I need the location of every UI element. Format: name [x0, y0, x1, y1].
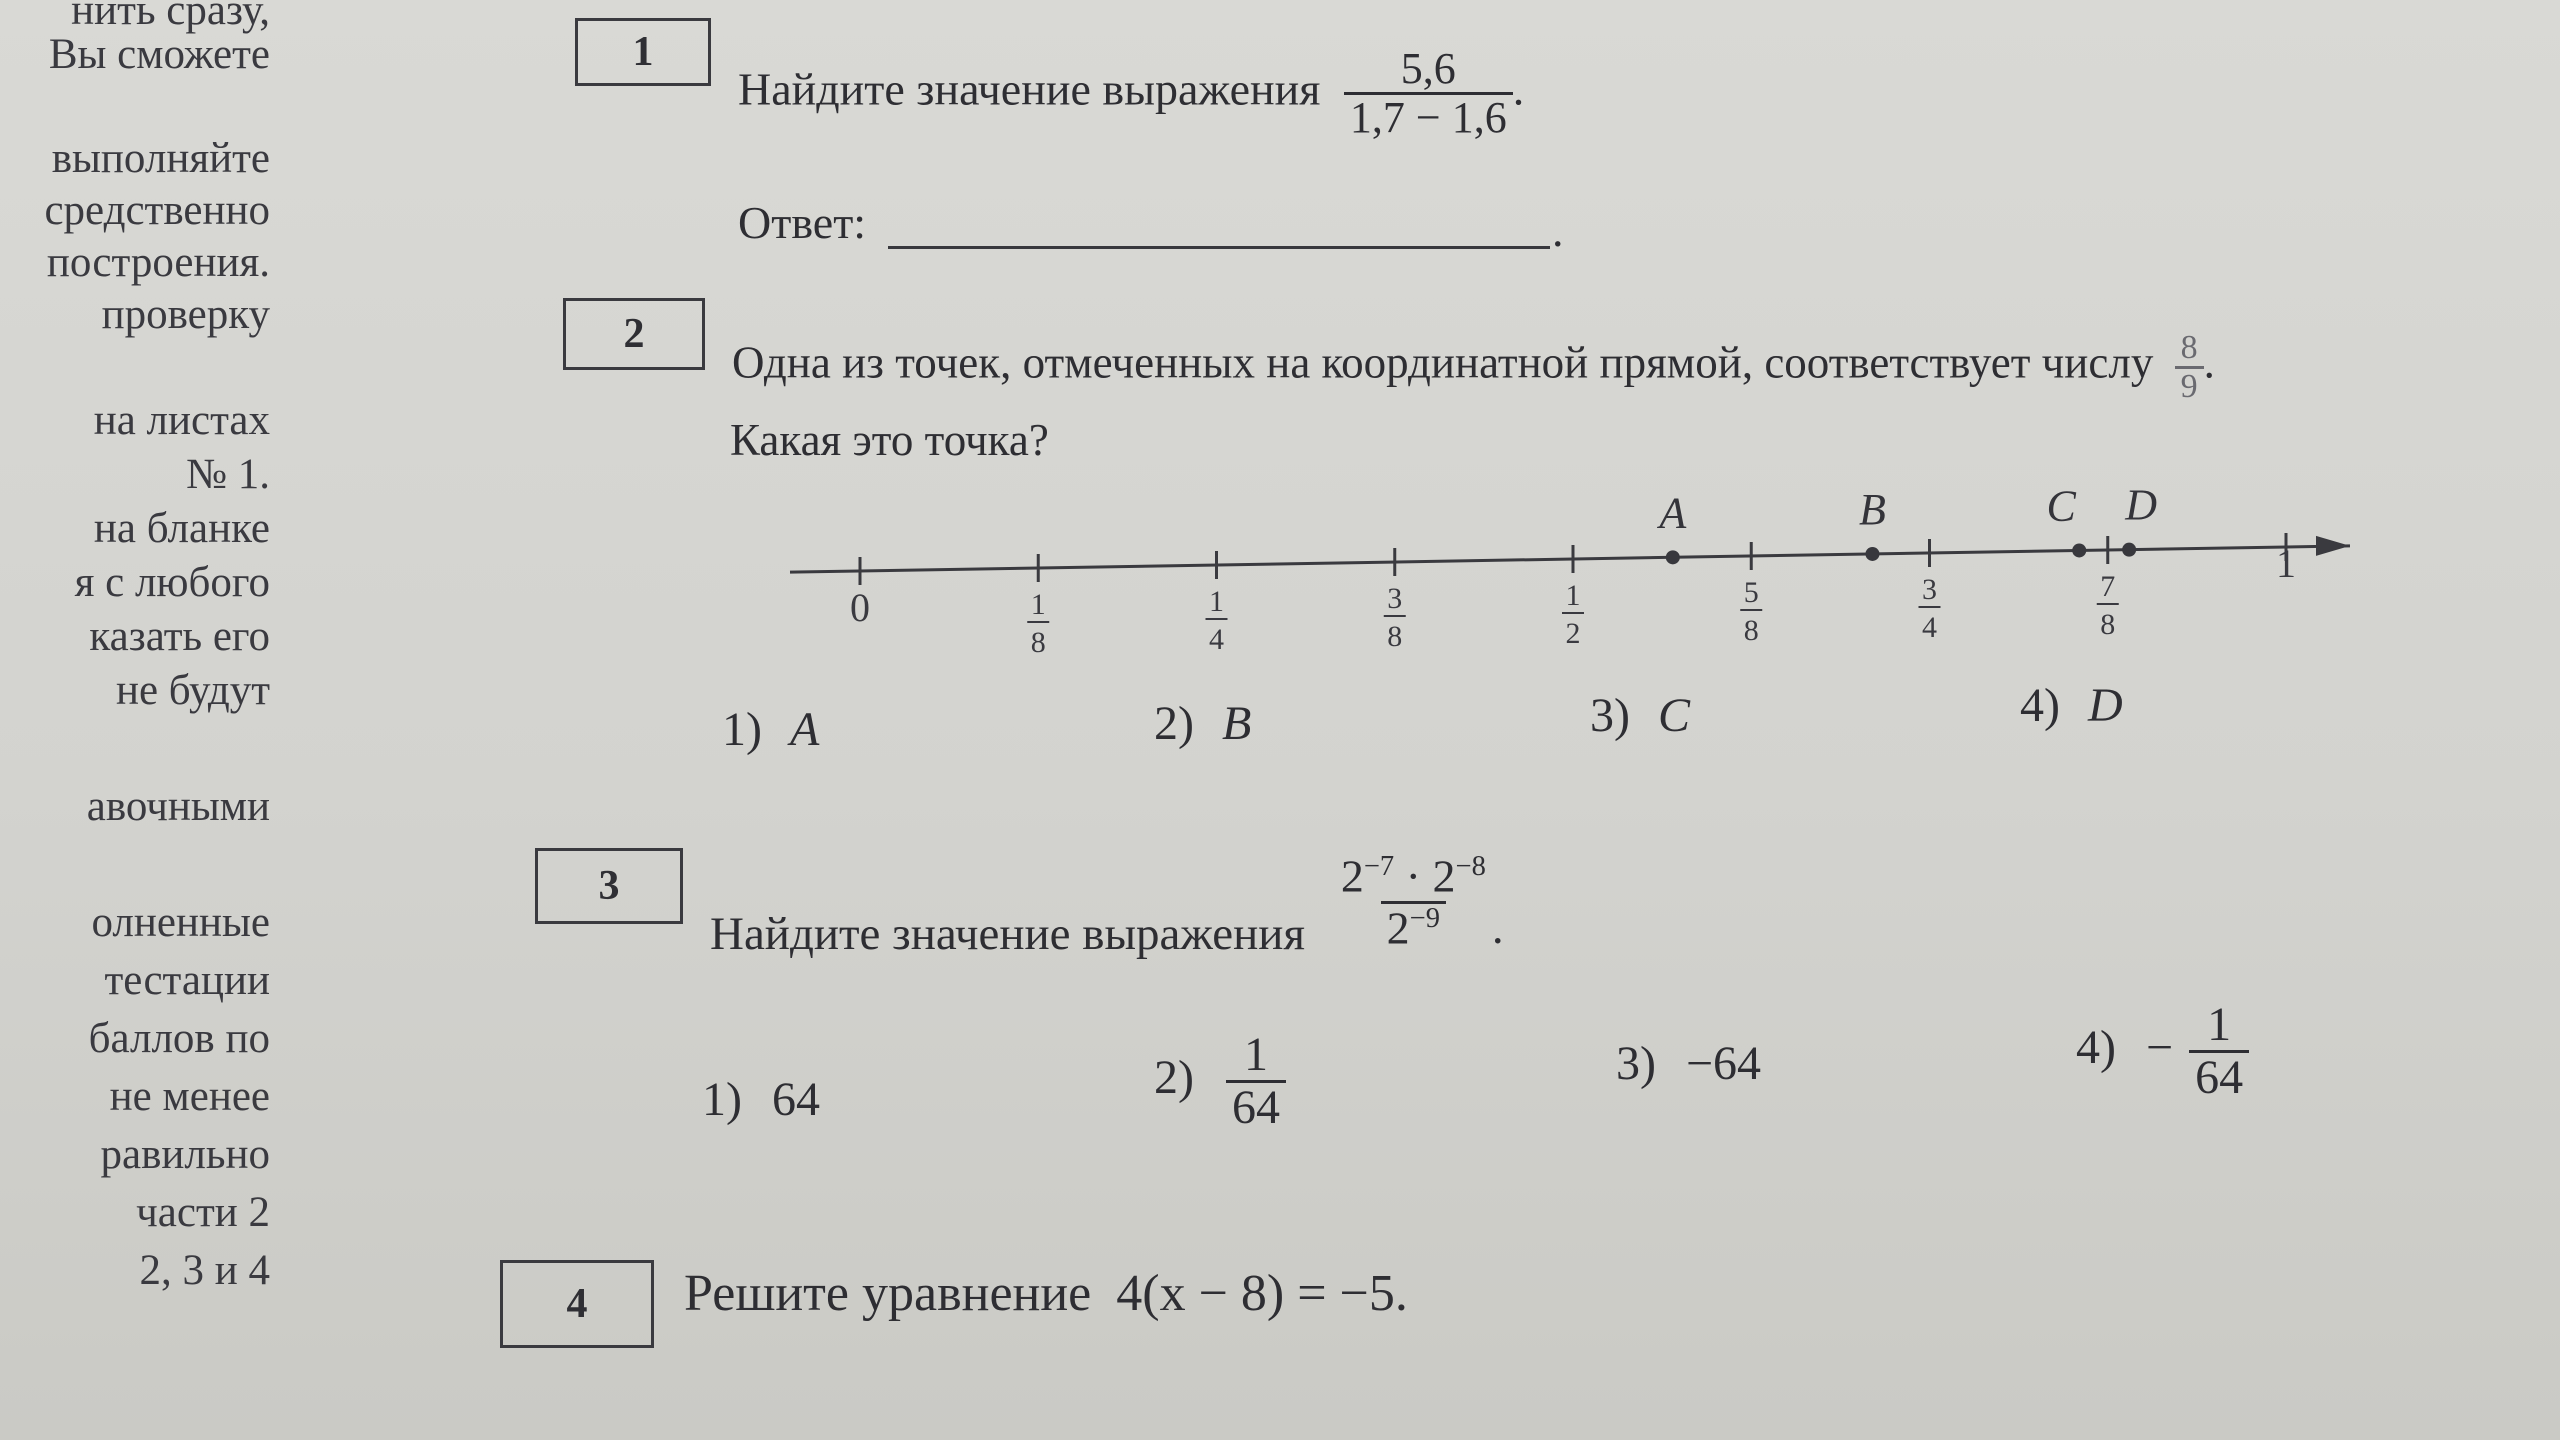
margin-line: я с любого — [74, 559, 270, 606]
task3-fraction — [1335, 852, 1492, 952]
option-fraction — [2189, 1000, 2249, 1104]
margin-line: на листах — [93, 397, 270, 444]
margin-line: № 1. — [185, 451, 270, 498]
fraction-numerator — [1335, 852, 1492, 901]
margin-line: построения. — [46, 239, 270, 286]
point-label-d: D — [2125, 480, 2158, 530]
task-number-box: 3 — [535, 848, 683, 924]
option-number: 1) — [722, 703, 762, 756]
tick-label-numerator: 1 — [1030, 588, 1046, 621]
tick-label-numerator: 5 — [1743, 576, 1759, 609]
margin-line: проверку — [101, 291, 270, 338]
task-number-box: 2 — [563, 298, 705, 370]
task2-option-2[interactable] — [1154, 696, 1251, 751]
option-label: C — [1657, 689, 1690, 742]
option-value: 64 — [771, 1073, 820, 1126]
exponent: −8 — [1455, 851, 1486, 882]
tick-label-denominator: 8 — [1030, 626, 1046, 659]
option-number: 2) — [1154, 697, 1194, 750]
tick-label-denominator: 4 — [1209, 623, 1224, 656]
tick-label-denominator: 8 — [1387, 620, 1403, 653]
tick-label: 0 — [850, 585, 870, 630]
exponent: −9 — [1409, 902, 1440, 934]
exponent: −7 — [1363, 851, 1395, 882]
margin-line: 2, 3 и 4 — [139, 1247, 270, 1294]
point-a — [1666, 550, 1680, 564]
task3-option-1[interactable] — [702, 1072, 820, 1127]
option-label: A — [789, 703, 820, 756]
margin-line: Вы сможете — [48, 31, 270, 78]
margin-line: не менее — [109, 1073, 270, 1120]
fraction-denominator: 64 — [2189, 1050, 2249, 1103]
answer-end-period: . — [1552, 205, 1564, 256]
margin-line: тестации — [104, 957, 270, 1004]
point-label-a: A — [1659, 488, 1687, 538]
margin-line: средственно — [44, 187, 270, 234]
option-label: D — [2087, 679, 2123, 732]
task1-text: Найдите значение выражения — [738, 63, 1321, 115]
tick-label-numerator: 7 — [2100, 570, 2116, 603]
task3-period: . — [1491, 901, 1504, 954]
tick-label-denominator: 8 — [2100, 608, 2116, 641]
option-number: 4) — [2020, 679, 2060, 732]
option-label: B — [1221, 697, 1252, 750]
tick-label-numerator: 1 — [1209, 585, 1224, 618]
axis-line — [790, 546, 2350, 572]
option-number: 3) — [1616, 1037, 1656, 1090]
margin-line: баллов по — [88, 1015, 270, 1062]
option-number: 3) — [1590, 689, 1630, 742]
tick-label-numerator: 1 — [1565, 579, 1581, 612]
margin-line: казать его — [89, 613, 270, 660]
multiply-dot: · — [1405, 850, 1421, 902]
tick-label: 1 — [2276, 541, 2296, 586]
task2-option-1[interactable] — [722, 702, 819, 757]
task3-option-3[interactable] — [1616, 1036, 1761, 1091]
fraction-denominator — [1381, 901, 1446, 953]
fraction-numerator: 5,6 — [1400, 44, 1456, 93]
answer-label: Ответ: — [738, 197, 867, 248]
margin-line: не будут — [115, 667, 270, 714]
base: 2 — [1386, 901, 1410, 953]
task-number-box: 1 — [575, 18, 711, 86]
task3-statement — [710, 850, 1504, 960]
task2-period: . — [2203, 337, 2215, 388]
fraction-numerator: 8 — [2180, 329, 2198, 366]
fraction-denominator: 9 — [2175, 366, 2204, 405]
minus-sign: − — [2145, 1020, 2174, 1074]
point-c — [2072, 543, 2086, 557]
tick-label-denominator: 2 — [1565, 617, 1581, 650]
task-number-box: 4 — [500, 1260, 654, 1348]
base: 2 — [1340, 850, 1364, 902]
task2-question: Какая это точка? — [730, 415, 1049, 465]
tick-label-denominator: 4 — [1922, 611, 1937, 644]
tick-label-numerator: 3 — [1387, 582, 1403, 615]
task2-option-3[interactable] — [1590, 688, 1690, 743]
point-d — [2122, 543, 2136, 557]
margin-line: на бланке — [93, 505, 270, 552]
task3-option-2[interactable] — [1154, 1030, 1286, 1134]
margin-line: части 2 — [136, 1189, 270, 1236]
margin-line: равильно — [100, 1131, 270, 1178]
option-number: 1) — [702, 1073, 742, 1126]
margin-line: нить сразу, — [71, 0, 270, 34]
task3-text: Найдите значение выражения — [710, 907, 1306, 960]
margin-line: выполняйте — [51, 135, 270, 182]
point-label-c: C — [2046, 481, 2076, 531]
task4-period: . — [1394, 1265, 1408, 1322]
task4-text: Решите уравнение — [684, 1265, 1092, 1322]
task2-option-4[interactable] — [2020, 678, 2123, 733]
tick-label-numerator: 3 — [1922, 573, 1937, 606]
point-b — [1865, 547, 1879, 561]
fraction-numerator: 1 — [1243, 1028, 1268, 1081]
base: 2 — [1432, 850, 1456, 902]
option-number: 2) — [1154, 1050, 1194, 1104]
fraction-denominator: 64 — [1226, 1080, 1286, 1133]
option-fraction — [1226, 1030, 1286, 1134]
option-number: 4) — [2076, 1020, 2116, 1074]
fraction-denominator: 1,7 − 1,6 — [1344, 92, 1513, 141]
task1-period: . — [1512, 63, 1525, 115]
task4-statement — [684, 1264, 1408, 1323]
task3-option-4[interactable] — [2076, 1000, 2249, 1104]
fraction-numerator: 1 — [2207, 998, 2232, 1051]
task4-equation: 4(x − 8) = −5 — [1116, 1265, 1395, 1322]
margin-line: олненные — [91, 899, 270, 946]
margin-line: авочными — [86, 783, 270, 830]
axis-arrow — [2316, 536, 2350, 556]
point-label-b: B — [1859, 484, 1886, 534]
tick-label-denominator: 8 — [1743, 614, 1759, 647]
task2-text: Одна из точек, отмеченных на координатной прямой, соответствует числу — [732, 337, 2154, 388]
option-value: −64 — [1685, 1037, 1762, 1090]
